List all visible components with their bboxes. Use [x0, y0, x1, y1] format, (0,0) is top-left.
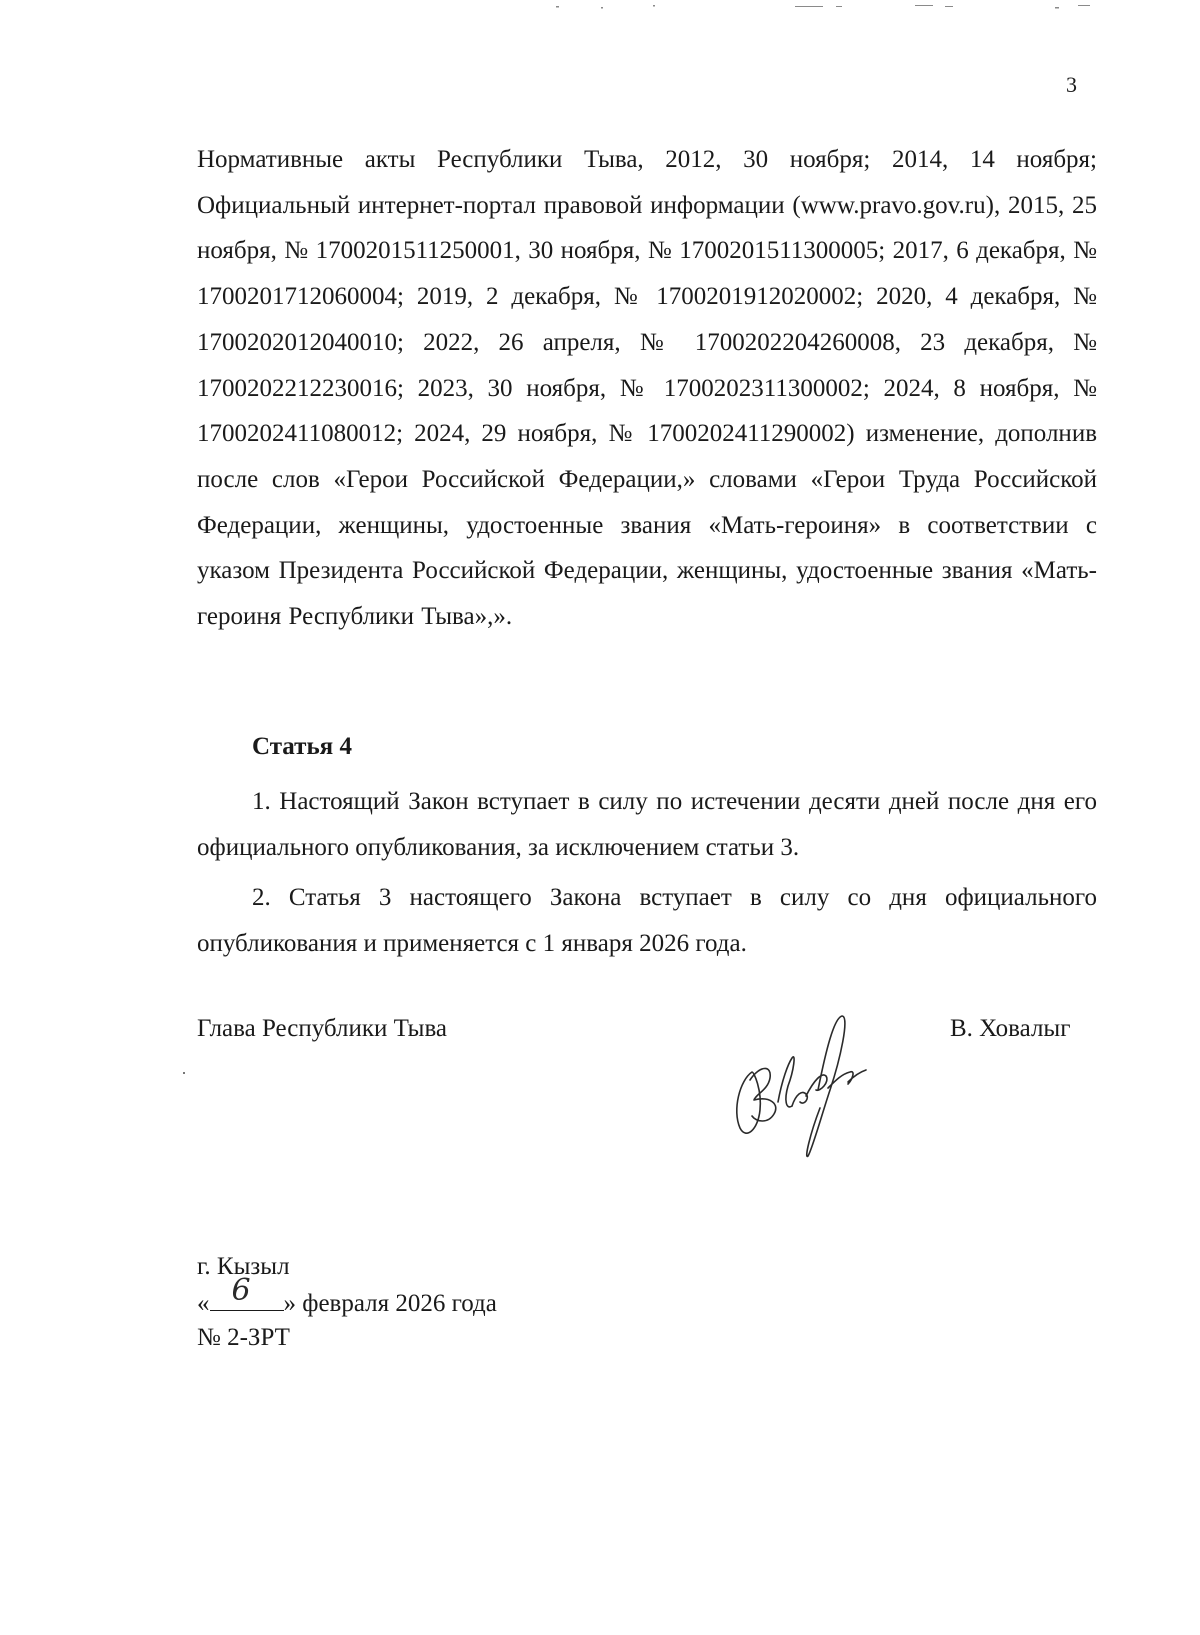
page-number: 3 [1066, 72, 1077, 97]
signing-date [197, 1273, 497, 1321]
scan-speck [183, 1072, 185, 1074]
body-paragraph-continuation: Нормативные акты Республики Тыва, 2012, 30 ноября; 2014, 14 ноября; Официальный интернет-портал правовой информации (www.pravo.gov.ru), 2015, 25 ноября, № 1700201511250001, 30 ноября, № 1700201511300005; 2017, 6 декабря, № 1700201712060004; 2019, 2 декабря, № 1700201912020002; 2020, 4 декабря, № 1700202012040010; 2022, 26 апреля, № 1700202204260008, 23 декабря, № 1700202212230016; 2023, 30 ноября, № 1700202311300002; 2024, 8 ноября, № 1700202411080012; 2024, 29 ноября, № 1700202411290002) изменение, дополнив после слов «Герои Российской Федерации,» словами «Герои Труда Российской Федерации, женщины, удостоенные звания «Мать-героиня» в соответствии с указом Президента Российской Федерации, женщины, удостоенные звания «Мать-героиня Республики Тыва»,». [197, 146, 1097, 631]
article-clause-2: 2. Статья 3 настоящего Закона вступает в силу со дня официального опубликования и применяется с 1 января 2026 года. [197, 884, 1097, 957]
date-day-handwritten: 6 [231, 1273, 251, 1308]
handwritten-signature [730, 1010, 870, 1160]
signing-place: г. Кызыл [197, 1253, 290, 1280]
signatory-name: В. Ховалыг [950, 1015, 1071, 1042]
scan-artifacts [0, 0, 1200, 30]
article-heading: Статья 4 [252, 733, 352, 760]
date-open-quote: « [197, 1290, 210, 1317]
law-number: № 2-ЗРТ [197, 1324, 290, 1351]
article-clause-1: 1. Настоящий Закон вступает в силу по истечении десяти дней после дня его официального опубликования, за исключением статьи 3. [197, 788, 1097, 861]
date-day-blank [210, 1273, 284, 1311]
signatory-title: Глава Республики Тыва [197, 1015, 448, 1042]
document-footer [197, 1250, 497, 1355]
date-month-year: » февраля 2026 года [283, 1290, 497, 1317]
